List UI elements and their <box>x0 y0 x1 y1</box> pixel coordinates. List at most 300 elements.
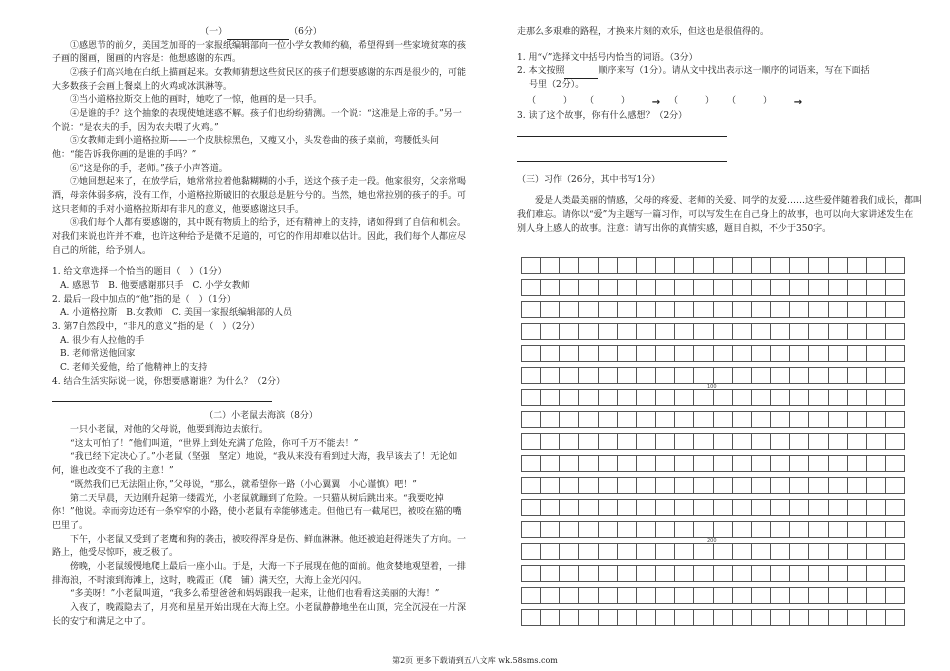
grid-cell[interactable] <box>714 566 733 581</box>
grid-cell[interactable] <box>848 588 867 603</box>
grid-cell[interactable] <box>579 324 598 339</box>
grid-cell[interactable] <box>675 456 694 471</box>
grid-cell[interactable] <box>752 456 771 471</box>
grid-cell[interactable] <box>618 412 637 427</box>
grid-cell[interactable] <box>560 456 579 471</box>
grid-cell[interactable] <box>886 258 905 273</box>
grid-cell[interactable] <box>790 522 809 537</box>
grid-cell[interactable] <box>541 390 560 405</box>
grid-cell[interactable] <box>637 500 656 515</box>
title-blank[interactable] <box>227 29 289 40</box>
grid-cell[interactable] <box>522 522 541 537</box>
grid-cell[interactable] <box>714 544 733 559</box>
grid-cell[interactable] <box>790 434 809 449</box>
grid-cell[interactable] <box>829 324 848 339</box>
grid-cell[interactable] <box>656 390 675 405</box>
grid-cell[interactable] <box>656 302 675 317</box>
order-blank[interactable] <box>564 68 598 79</box>
grid-cell[interactable] <box>560 588 579 603</box>
grid-cell[interactable] <box>809 258 828 273</box>
grid-cell[interactable] <box>618 610 637 625</box>
grid-cell[interactable] <box>675 280 694 295</box>
grid-cell[interactable] <box>848 368 867 383</box>
grid-cell[interactable] <box>599 390 618 405</box>
grid-cell[interactable] <box>809 434 828 449</box>
grid-cell[interactable] <box>790 412 809 427</box>
grid-cell[interactable] <box>867 412 886 427</box>
grid-cell[interactable] <box>771 434 790 449</box>
grid-cell[interactable] <box>714 368 733 383</box>
grid-cell[interactable] <box>694 566 713 581</box>
grid-cell[interactable] <box>579 566 598 581</box>
grid-cell[interactable] <box>656 566 675 581</box>
grid-cell[interactable] <box>579 500 598 515</box>
grid-cell[interactable] <box>599 302 618 317</box>
grid-cell[interactable] <box>848 522 867 537</box>
grid-cell[interactable] <box>579 434 598 449</box>
grid-cell[interactable] <box>809 324 828 339</box>
grid-cell[interactable] <box>886 478 905 493</box>
grid-cell[interactable] <box>752 588 771 603</box>
grid-cell[interactable] <box>637 610 656 625</box>
grid-cell[interactable] <box>579 610 598 625</box>
grid-cell[interactable] <box>599 566 618 581</box>
grid-cell[interactable] <box>733 390 752 405</box>
grid-cell[interactable] <box>867 544 886 559</box>
grid-cell[interactable] <box>618 368 637 383</box>
grid-cell[interactable] <box>733 434 752 449</box>
grid-cell[interactable] <box>809 478 828 493</box>
grid-cell[interactable] <box>886 390 905 405</box>
grid-cell[interactable] <box>656 478 675 493</box>
grid-cell[interactable] <box>522 280 541 295</box>
grid-cell[interactable] <box>867 610 886 625</box>
grid-cell[interactable] <box>752 610 771 625</box>
grid-cell[interactable] <box>771 390 790 405</box>
grid-cell[interactable] <box>886 434 905 449</box>
grid-cell[interactable] <box>790 390 809 405</box>
grid-cell[interactable] <box>694 544 713 559</box>
grid-cell[interactable] <box>771 324 790 339</box>
grid-cell[interactable] <box>579 456 598 471</box>
grid-cell[interactable] <box>848 346 867 361</box>
grid-cell[interactable] <box>886 588 905 603</box>
grid-cell[interactable] <box>599 522 618 537</box>
grid-cell[interactable] <box>733 588 752 603</box>
grid-cell[interactable] <box>637 368 656 383</box>
grid-cell[interactable] <box>694 434 713 449</box>
grid-cell[interactable] <box>733 610 752 625</box>
paren-box[interactable]: （ ） <box>727 96 773 107</box>
grid-cell[interactable] <box>618 566 637 581</box>
grid-cell[interactable] <box>809 456 828 471</box>
grid-cell[interactable] <box>675 258 694 273</box>
grid-cell[interactable] <box>829 258 848 273</box>
grid-cell[interactable] <box>675 412 694 427</box>
grid-cell[interactable] <box>829 500 848 515</box>
grid-cell[interactable] <box>599 500 618 515</box>
grid-cell[interactable] <box>656 522 675 537</box>
grid-cell[interactable] <box>886 544 905 559</box>
grid-cell[interactable] <box>637 434 656 449</box>
grid-cell[interactable] <box>714 324 733 339</box>
grid-cell[interactable] <box>771 346 790 361</box>
grid-cell[interactable] <box>522 258 541 273</box>
grid-cell[interactable] <box>809 346 828 361</box>
grid-cell[interactable] <box>560 610 579 625</box>
grid-cell[interactable] <box>599 368 618 383</box>
grid-cell[interactable] <box>541 258 560 273</box>
grid-row[interactable] <box>521 455 905 472</box>
grid-cell[interactable] <box>752 368 771 383</box>
grid-cell[interactable] <box>771 522 790 537</box>
grid-cell[interactable] <box>733 346 752 361</box>
grid-cell[interactable] <box>829 544 848 559</box>
grid-cell[interactable] <box>848 456 867 471</box>
grid-cell[interactable] <box>809 544 828 559</box>
grid-cell[interactable] <box>848 434 867 449</box>
grid-row[interactable] <box>521 499 905 516</box>
grid-cell[interactable] <box>637 346 656 361</box>
grid-cell[interactable] <box>771 368 790 383</box>
grid-cell[interactable] <box>790 302 809 317</box>
grid-cell[interactable] <box>829 412 848 427</box>
grid-cell[interactable] <box>752 478 771 493</box>
grid-cell[interactable] <box>675 368 694 383</box>
grid-cell[interactable] <box>599 280 618 295</box>
grid-cell[interactable] <box>560 368 579 383</box>
paren-box[interactable]: （ ） <box>527 96 573 107</box>
paren-box[interactable]: （ ） <box>669 96 715 107</box>
grid-cell[interactable] <box>733 500 752 515</box>
grid-cell[interactable] <box>541 566 560 581</box>
grid-cell[interactable] <box>809 368 828 383</box>
grid-cell[interactable] <box>618 544 637 559</box>
grid-cell[interactable] <box>618 302 637 317</box>
grid-cell[interactable] <box>848 478 867 493</box>
grid-cell[interactable] <box>886 346 905 361</box>
grid-cell[interactable] <box>809 500 828 515</box>
grid-cell[interactable] <box>522 368 541 383</box>
grid-cell[interactable] <box>541 324 560 339</box>
grid-cell[interactable] <box>790 544 809 559</box>
grid-cell[interactable] <box>541 522 560 537</box>
grid-cell[interactable] <box>848 544 867 559</box>
grid-row[interactable] <box>521 521 905 538</box>
grid-cell[interactable] <box>752 346 771 361</box>
grid-cell[interactable] <box>637 280 656 295</box>
grid-cell[interactable] <box>637 478 656 493</box>
grid-cell[interactable] <box>809 566 828 581</box>
grid-cell[interactable] <box>656 412 675 427</box>
grid-cell[interactable] <box>733 302 752 317</box>
grid-cell[interactable] <box>829 368 848 383</box>
grid-cell[interactable] <box>656 588 675 603</box>
grid-cell[interactable] <box>675 500 694 515</box>
grid-cell[interactable] <box>714 390 733 405</box>
grid-cell[interactable] <box>733 522 752 537</box>
grid-cell[interactable] <box>541 588 560 603</box>
grid-cell[interactable] <box>560 324 579 339</box>
grid-cell[interactable] <box>579 544 598 559</box>
grid-cell[interactable] <box>656 544 675 559</box>
grid-cell[interactable] <box>771 302 790 317</box>
grid-cell[interactable] <box>618 346 637 361</box>
grid-cell[interactable] <box>656 456 675 471</box>
grid-cell[interactable] <box>867 280 886 295</box>
grid-cell[interactable] <box>560 500 579 515</box>
grid-row[interactable] <box>521 257 905 274</box>
grid-cell[interactable] <box>579 258 598 273</box>
grid-cell[interactable] <box>829 302 848 317</box>
grid-cell[interactable] <box>560 544 579 559</box>
grid-cell[interactable] <box>522 544 541 559</box>
grid-cell[interactable] <box>579 368 598 383</box>
grid-cell[interactable] <box>579 280 598 295</box>
grid-cell[interactable] <box>829 566 848 581</box>
grid-cell[interactable] <box>752 280 771 295</box>
grid-cell[interactable] <box>771 478 790 493</box>
grid-cell[interactable] <box>771 544 790 559</box>
grid-cell[interactable] <box>579 412 598 427</box>
grid-cell[interactable] <box>579 302 598 317</box>
grid-cell[interactable] <box>752 434 771 449</box>
grid-cell[interactable] <box>771 566 790 581</box>
grid-cell[interactable] <box>886 368 905 383</box>
grid-cell[interactable] <box>752 522 771 537</box>
grid-cell[interactable] <box>675 390 694 405</box>
grid-cell[interactable] <box>560 302 579 317</box>
grid-cell[interactable] <box>560 522 579 537</box>
grid-cell[interactable] <box>541 368 560 383</box>
grid-cell[interactable] <box>599 478 618 493</box>
grid-cell[interactable] <box>733 412 752 427</box>
grid-cell[interactable] <box>790 500 809 515</box>
grid-cell[interactable] <box>714 522 733 537</box>
grid-cell[interactable] <box>886 610 905 625</box>
answer-line[interactable] <box>517 149 727 162</box>
grid-cell[interactable] <box>637 258 656 273</box>
grid-row[interactable] <box>521 587 905 604</box>
grid-cell[interactable] <box>694 346 713 361</box>
grid-cell[interactable] <box>522 588 541 603</box>
grid-cell[interactable] <box>522 566 541 581</box>
grid-cell[interactable] <box>522 302 541 317</box>
grid-cell[interactable] <box>522 434 541 449</box>
grid-cell[interactable] <box>809 610 828 625</box>
grid-cell[interactable] <box>752 302 771 317</box>
grid-row[interactable] <box>521 323 905 340</box>
grid-cell[interactable] <box>522 456 541 471</box>
grid-cell[interactable] <box>656 500 675 515</box>
grid-cell[interactable] <box>829 456 848 471</box>
grid-cell[interactable] <box>656 610 675 625</box>
grid-cell[interactable] <box>694 588 713 603</box>
grid-cell[interactable] <box>599 412 618 427</box>
grid-cell[interactable] <box>522 390 541 405</box>
grid-cell[interactable] <box>790 588 809 603</box>
grid-cell[interactable] <box>694 324 713 339</box>
grid-cell[interactable] <box>714 434 733 449</box>
grid-cell[interactable] <box>867 302 886 317</box>
grid-cell[interactable] <box>809 412 828 427</box>
grid-cell[interactable] <box>637 566 656 581</box>
grid-row[interactable] <box>521 367 905 384</box>
grid-cell[interactable] <box>579 346 598 361</box>
grid-cell[interactable] <box>829 588 848 603</box>
grid-cell[interactable] <box>541 412 560 427</box>
grid-cell[interactable] <box>867 522 886 537</box>
grid-cell[interactable] <box>733 478 752 493</box>
grid-cell[interactable] <box>848 566 867 581</box>
grid-cell[interactable] <box>618 456 637 471</box>
grid-cell[interactable] <box>809 302 828 317</box>
grid-cell[interactable] <box>829 610 848 625</box>
grid-cell[interactable] <box>886 566 905 581</box>
grid-cell[interactable] <box>579 522 598 537</box>
grid-cell[interactable] <box>771 258 790 273</box>
grid-cell[interactable] <box>867 258 886 273</box>
grid-cell[interactable] <box>541 500 560 515</box>
grid-cell[interactable] <box>560 434 579 449</box>
grid-cell[interactable] <box>771 610 790 625</box>
grid-cell[interactable] <box>867 478 886 493</box>
grid-cell[interactable] <box>790 456 809 471</box>
grid-cell[interactable] <box>867 324 886 339</box>
grid-cell[interactable] <box>599 346 618 361</box>
grid-cell[interactable] <box>694 258 713 273</box>
grid-cell[interactable] <box>848 280 867 295</box>
grid-cell[interactable] <box>522 478 541 493</box>
grid-cell[interactable] <box>886 500 905 515</box>
grid-cell[interactable] <box>694 302 713 317</box>
grid-cell[interactable] <box>829 522 848 537</box>
grid-cell[interactable] <box>867 566 886 581</box>
grid-cell[interactable] <box>829 434 848 449</box>
grid-cell[interactable] <box>618 324 637 339</box>
grid-cell[interactable] <box>579 588 598 603</box>
grid-cell[interactable] <box>714 478 733 493</box>
grid-cell[interactable] <box>714 412 733 427</box>
grid-cell[interactable] <box>656 346 675 361</box>
grid-cell[interactable] <box>560 258 579 273</box>
grid-cell[interactable] <box>848 324 867 339</box>
grid-cell[interactable] <box>867 346 886 361</box>
grid-cell[interactable] <box>714 500 733 515</box>
grid-cell[interactable] <box>771 412 790 427</box>
grid-cell[interactable] <box>560 478 579 493</box>
grid-cell[interactable] <box>886 302 905 317</box>
grid-cell[interactable] <box>541 302 560 317</box>
grid-row[interactable] <box>521 477 905 494</box>
grid-cell[interactable] <box>599 258 618 273</box>
grid-row[interactable] <box>521 565 905 582</box>
grid-cell[interactable] <box>790 566 809 581</box>
grid-cell[interactable] <box>694 412 713 427</box>
grid-cell[interactable] <box>733 324 752 339</box>
grid-cell[interactable] <box>733 280 752 295</box>
grid-cell[interactable] <box>560 412 579 427</box>
grid-cell[interactable] <box>733 456 752 471</box>
grid-cell[interactable] <box>618 522 637 537</box>
grid-cell[interactable] <box>618 588 637 603</box>
grid-cell[interactable] <box>637 456 656 471</box>
grid-cell[interactable] <box>675 324 694 339</box>
grid-cell[interactable] <box>599 610 618 625</box>
grid-cell[interactable] <box>675 346 694 361</box>
grid-cell[interactable] <box>771 280 790 295</box>
grid-cell[interactable] <box>618 434 637 449</box>
grid-cell[interactable] <box>867 434 886 449</box>
grid-cell[interactable] <box>656 434 675 449</box>
grid-cell[interactable] <box>886 522 905 537</box>
grid-cell[interactable] <box>809 588 828 603</box>
grid-cell[interactable] <box>675 434 694 449</box>
grid-cell[interactable] <box>599 324 618 339</box>
grid-cell[interactable] <box>790 258 809 273</box>
grid-cell[interactable] <box>637 324 656 339</box>
grid-cell[interactable] <box>694 390 713 405</box>
grid-row[interactable] <box>521 345 905 362</box>
grid-row[interactable] <box>521 433 905 450</box>
grid-cell[interactable] <box>618 280 637 295</box>
grid-cell[interactable] <box>675 478 694 493</box>
grid-row[interactable] <box>521 279 905 296</box>
grid-cell[interactable] <box>848 500 867 515</box>
grid-cell[interactable] <box>579 478 598 493</box>
grid-cell[interactable] <box>886 412 905 427</box>
grid-cell[interactable] <box>752 390 771 405</box>
grid-cell[interactable] <box>541 434 560 449</box>
grid-cell[interactable] <box>675 302 694 317</box>
grid-cell[interactable] <box>522 324 541 339</box>
grid-cell[interactable] <box>809 280 828 295</box>
grid-cell[interactable] <box>656 280 675 295</box>
grid-cell[interactable] <box>694 522 713 537</box>
grid-cell[interactable] <box>829 478 848 493</box>
grid-cell[interactable] <box>848 302 867 317</box>
grid-cell[interactable] <box>560 346 579 361</box>
grid-cell[interactable] <box>752 324 771 339</box>
grid-cell[interactable] <box>599 544 618 559</box>
grid-row[interactable] <box>521 301 905 318</box>
grid-cell[interactable] <box>867 500 886 515</box>
grid-cell[interactable] <box>656 368 675 383</box>
grid-cell[interactable] <box>675 610 694 625</box>
grid-cell[interactable] <box>541 478 560 493</box>
grid-cell[interactable] <box>637 412 656 427</box>
grid-cell[interactable] <box>541 610 560 625</box>
grid-cell[interactable] <box>867 456 886 471</box>
grid-cell[interactable] <box>714 610 733 625</box>
grid-cell[interactable] <box>675 522 694 537</box>
grid-cell[interactable] <box>752 412 771 427</box>
grid-cell[interactable] <box>618 258 637 273</box>
grid-cell[interactable] <box>599 434 618 449</box>
grid-cell[interactable] <box>541 280 560 295</box>
grid-cell[interactable] <box>656 258 675 273</box>
grid-cell[interactable] <box>733 544 752 559</box>
grid-cell[interactable] <box>848 390 867 405</box>
grid-cell[interactable] <box>771 456 790 471</box>
grid-cell[interactable] <box>579 390 598 405</box>
grid-cell[interactable] <box>829 346 848 361</box>
grid-cell[interactable] <box>694 280 713 295</box>
grid-cell[interactable] <box>829 280 848 295</box>
grid-cell[interactable] <box>790 280 809 295</box>
grid-cell[interactable] <box>733 258 752 273</box>
grid-cell[interactable] <box>560 280 579 295</box>
